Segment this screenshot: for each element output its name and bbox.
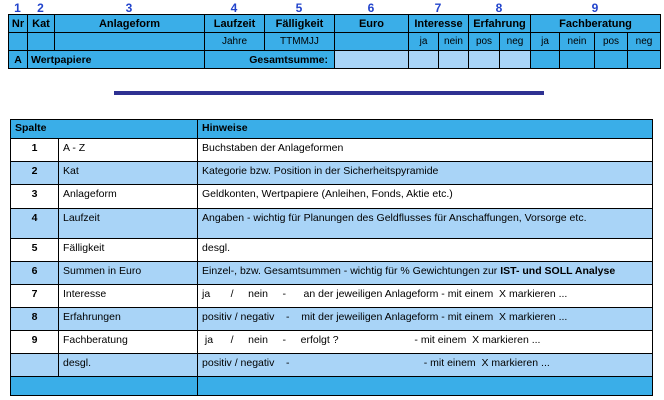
fach-neg-cell[interactable]: [628, 51, 661, 69]
column-number: 2: [37, 1, 44, 15]
subheader-empty: [335, 33, 409, 51]
header-interesse: Interesse: [409, 15, 469, 33]
row-hint: [198, 262, 653, 285]
header-faelligkeit: Fälligkeit: [265, 15, 335, 33]
header-fachberatung: Fachberatung: [531, 15, 661, 33]
header-hinweise: Hinweise: [198, 120, 653, 139]
row-nr: A: [9, 51, 28, 69]
row-column-name: Fälligkeit: [59, 239, 198, 262]
row-number: 5: [11, 239, 59, 262]
table-row: [11, 162, 653, 185]
interesse-nein-cell[interactable]: [439, 51, 469, 69]
row-hint: Buchstaben der Anlageformen: [198, 139, 653, 162]
column-number: 7: [434, 1, 442, 15]
row-category-label: Wertpapiere: [28, 51, 205, 69]
subheader-fach-pos: pos: [595, 33, 628, 51]
row-number: [11, 354, 59, 377]
table-row: [11, 139, 653, 162]
table-row: [11, 239, 653, 262]
row-number: 4: [11, 209, 59, 239]
row-column-name: Anlageform: [59, 185, 198, 209]
subheader-erfahrung-neg: neg: [500, 33, 531, 51]
column-number: 8: [495, 1, 503, 15]
row-number: 6: [11, 262, 59, 285]
table-header-row: [9, 15, 661, 33]
row-hint: ja / nein - erfolgt ? - mit einem X markieren ...: [198, 331, 653, 354]
fach-ja-cell[interactable]: [531, 51, 560, 69]
row-column-name: Kat: [59, 162, 198, 185]
investment-entry-table: [8, 14, 661, 69]
hinweise-table: [10, 119, 653, 396]
row-number: 8: [11, 308, 59, 331]
column-number: 6: [367, 1, 375, 15]
row-column-name: desgl.: [59, 354, 198, 377]
header-spalte: Spalte: [11, 120, 198, 139]
row-hint: positiv / negativ - mit der jeweiligen Anlageform - mit einem X markieren ...: [198, 308, 653, 331]
header-nr: Nr: [9, 15, 28, 33]
subheader-erfahrung-pos: pos: [469, 33, 500, 51]
total-label: Gesamtsumme:: [205, 51, 335, 69]
row-hint: Kategorie bzw. Position in der Sicherheitspyramide: [198, 162, 653, 185]
row-column-name: A - Z: [59, 139, 198, 162]
row-hint-emphasis: IST- und SOLL Analyse: [500, 265, 616, 277]
row-hint: Geldkonten, Wertpapiere (Anleihen, Fonds, Aktie etc.): [198, 185, 653, 209]
header-anlageform: Anlageform: [55, 15, 205, 33]
row-hint: desgl.: [198, 239, 653, 262]
row-hint-text: Einzel-, bzw. Gesamtsummen - wichtig für % Gewichtungen zur: [202, 265, 501, 277]
row-hint: ja / nein - an der jeweiligen Anlageform - mit einem X markieren ...: [198, 285, 653, 308]
column-number: 4: [230, 1, 238, 15]
table-row: [9, 51, 661, 69]
subheader-fach-nein: nein: [560, 33, 595, 51]
table-row: [11, 185, 653, 209]
fach-pos-cell[interactable]: [595, 51, 628, 69]
subheader-faelligkeit-format: TTMMJJ: [265, 33, 335, 51]
row-number: 2: [11, 162, 59, 185]
table-row: [11, 354, 653, 377]
table-row: [11, 285, 653, 308]
footer-cell: [11, 377, 198, 396]
subheader-interesse-nein: nein: [439, 33, 469, 51]
interesse-ja-cell[interactable]: [409, 51, 439, 69]
hinweise-header-row: [11, 120, 653, 139]
row-column-name: Fachberatung: [59, 331, 198, 354]
subheader-fach-ja: ja: [531, 33, 560, 51]
subheader-fach-neg: neg: [628, 33, 661, 51]
column-number: 9: [591, 1, 599, 15]
header-erfahrung: Erfahrung: [469, 15, 531, 33]
row-hint: Angaben - wichtig für Planungen des Geldflusses für Anschaffungen, Vorsorge etc.: [198, 209, 653, 239]
row-column-name: Erfahrungen: [59, 308, 198, 331]
row-number: 1: [11, 139, 59, 162]
row-number: 7: [11, 285, 59, 308]
fach-nein-cell[interactable]: [560, 51, 595, 69]
erfahrung-neg-cell[interactable]: [500, 51, 531, 69]
row-column-name: Laufzeit: [59, 209, 198, 239]
erfahrung-pos-cell[interactable]: [469, 51, 500, 69]
row-column-name: Summen in Euro: [59, 262, 198, 285]
table-footer-row: [11, 377, 653, 396]
column-number: 5: [295, 1, 303, 15]
row-number: 3: [11, 185, 59, 209]
table-row: [11, 209, 653, 239]
header-laufzeit: Laufzeit: [205, 15, 265, 33]
table-subheader-row: [9, 33, 661, 51]
column-number: 3: [125, 1, 133, 15]
subheader-empty: [9, 33, 28, 51]
subheader-empty: [55, 33, 205, 51]
table-row: [11, 308, 653, 331]
row-column-name: Interesse: [59, 285, 198, 308]
column-number: 1: [14, 1, 21, 15]
subheader-empty: [28, 33, 55, 51]
footer-cell: [198, 377, 653, 396]
table-row: [11, 331, 653, 354]
row-number: 9: [11, 331, 59, 354]
header-euro: Euro: [335, 15, 409, 33]
subheader-interesse-ja: ja: [409, 33, 439, 51]
section-divider: [114, 91, 544, 95]
row-hint: positiv / negativ - - mit einem X markieren ...: [198, 354, 653, 377]
table-row: [11, 262, 653, 285]
subheader-laufzeit-unit: Jahre: [205, 33, 265, 51]
total-euro-input[interactable]: [335, 51, 409, 69]
header-kat: Kat: [28, 15, 55, 33]
